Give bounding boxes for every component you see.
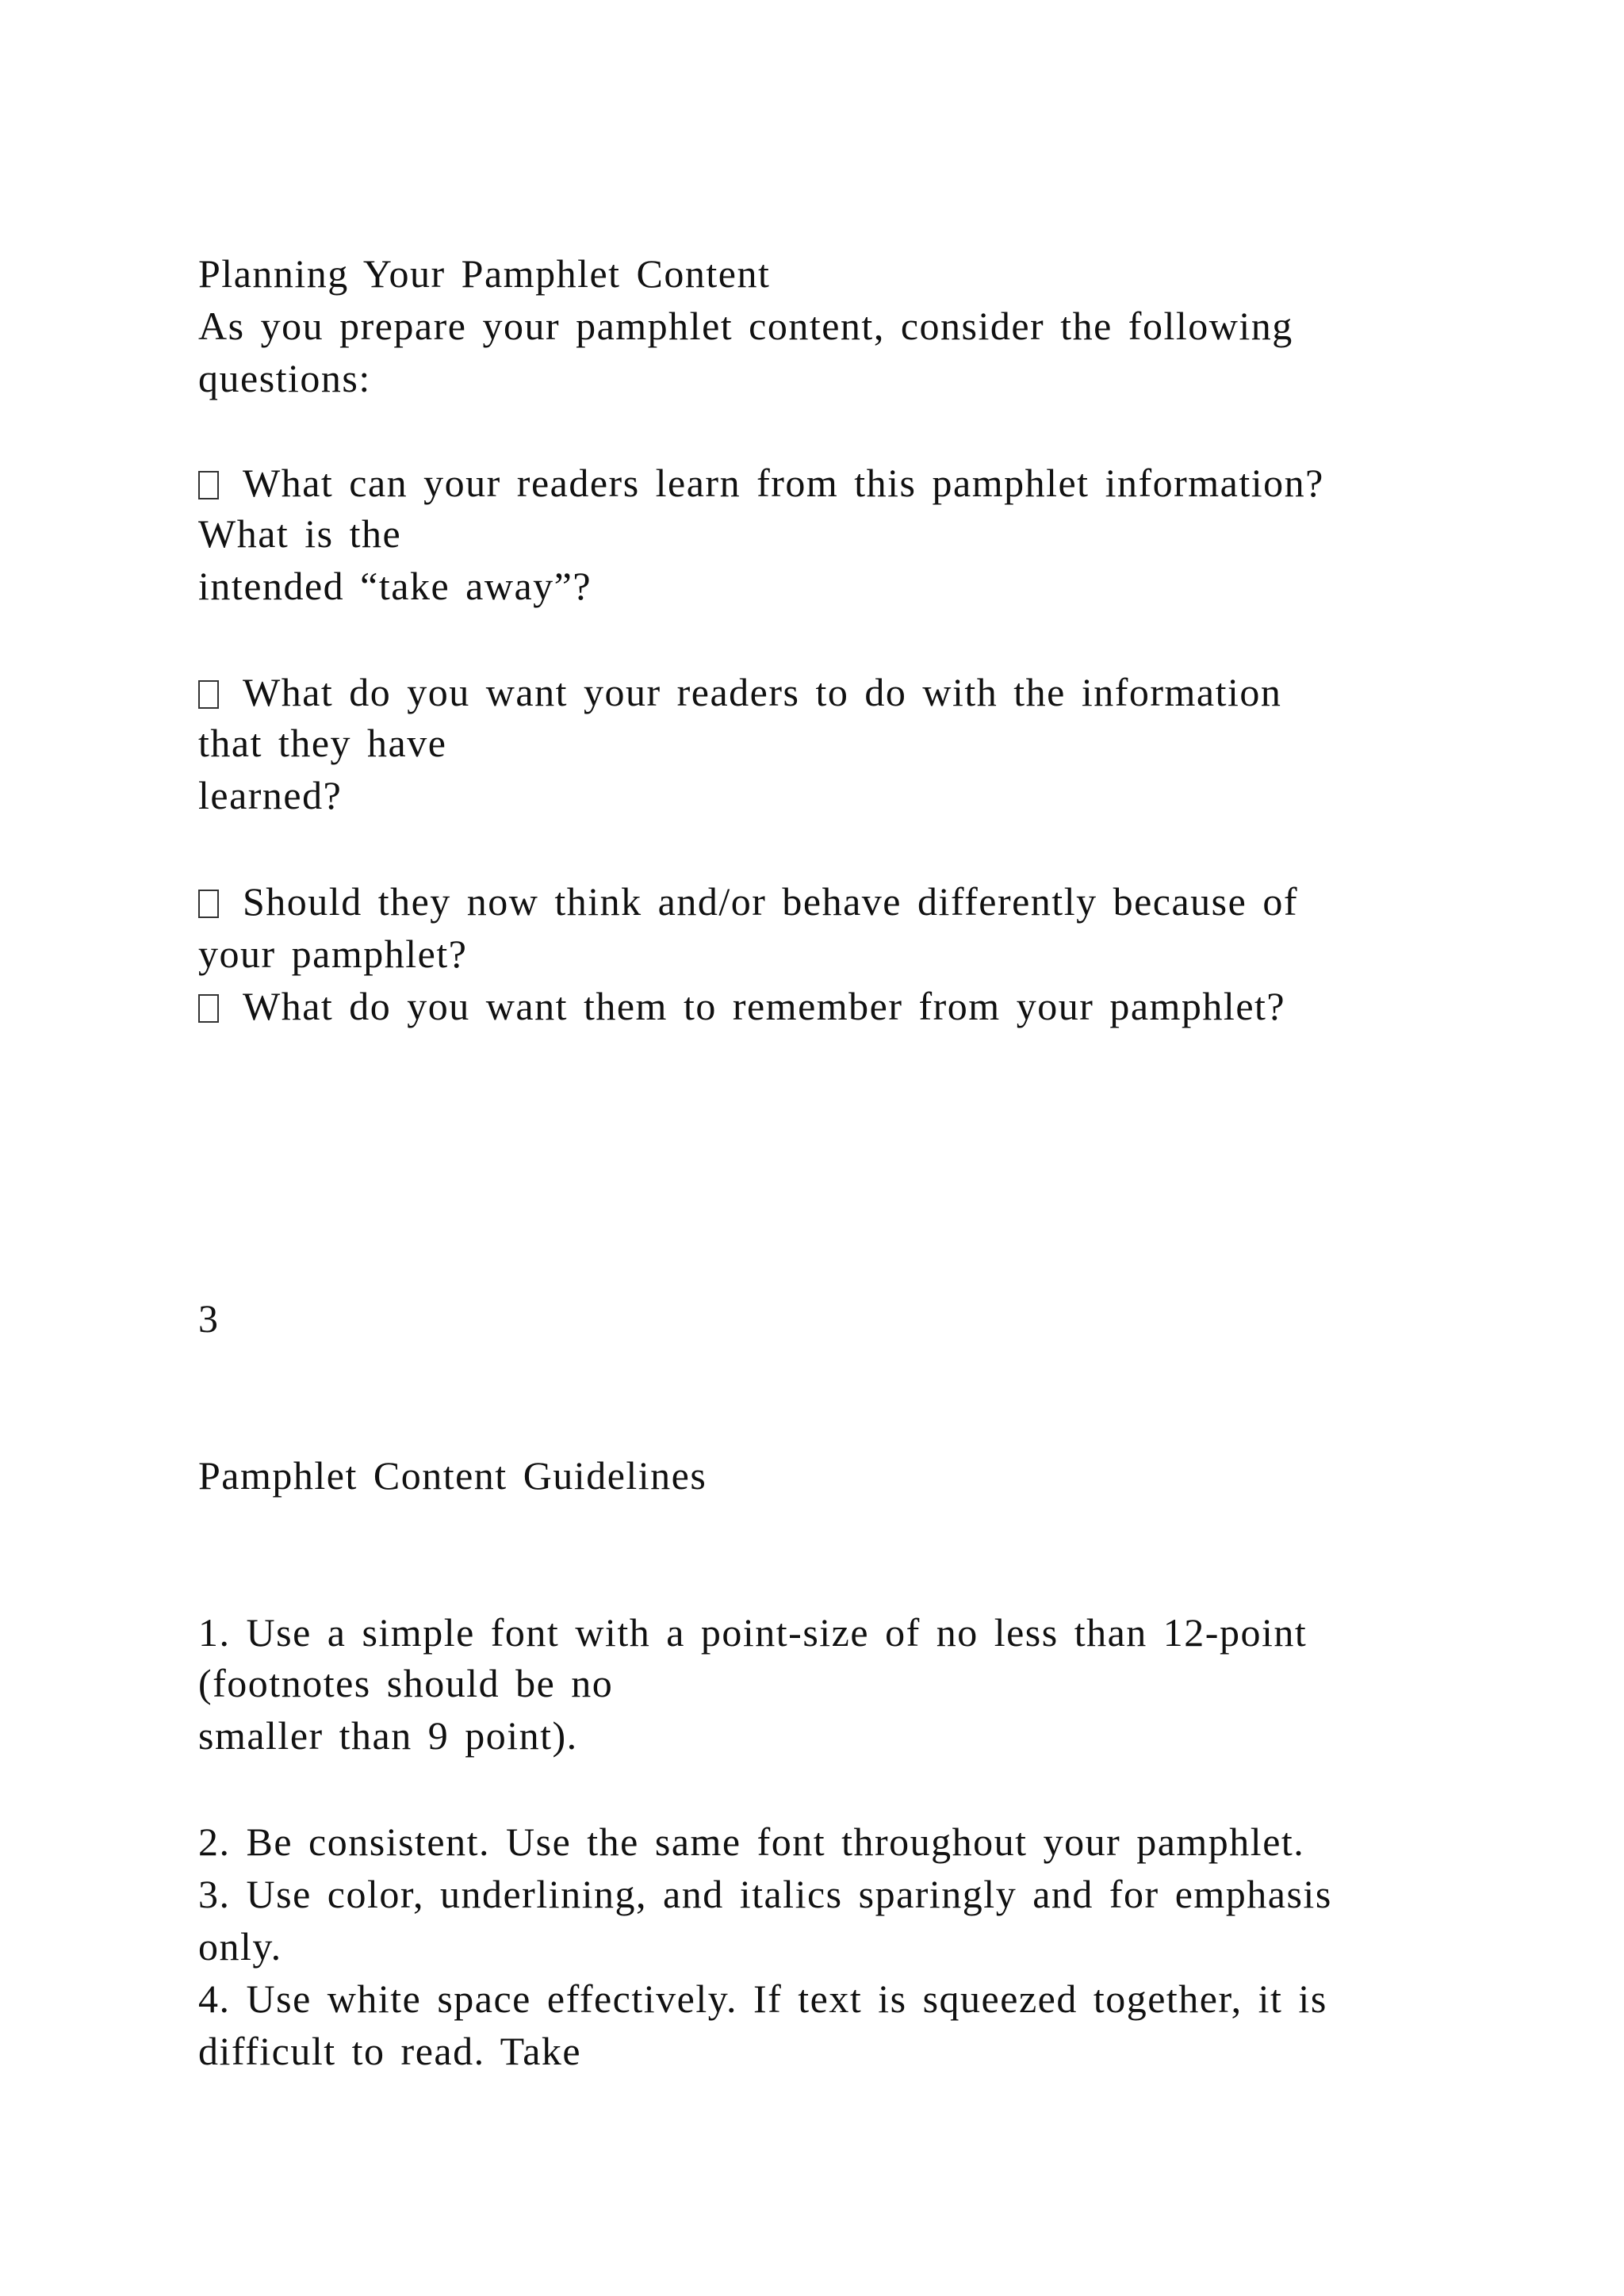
question-2-text: What do you want your readers to do with the information: [243, 670, 1282, 714]
question-4-line-1: [198, 982, 1285, 1030]
guideline-1-line-2: (footnotes should be no: [198, 1661, 614, 1705]
guideline-2-line-1: 2. Be consistent. Use the same font throughout your pamphlet.: [198, 1820, 1305, 1864]
intro-text-line-1: As you prepare your pamphlet content, consider the following: [198, 304, 1293, 348]
section-title-guidelines: Pamphlet Content Guidelines: [198, 1453, 707, 1498]
question-2-line-1: [198, 668, 1281, 716]
question-2-line-2: that they have: [198, 721, 447, 765]
guideline-4-line-2: difficult to read. Take: [198, 2029, 582, 2073]
bullet-placeholder-icon: [198, 471, 219, 499]
bullet-placeholder-icon: [198, 890, 219, 918]
guideline-3-line-1: 3. Use color, underlining, and italics sparingly and for emphasis: [198, 1872, 1332, 1916]
question-4-text: What do you want them to remember from your pamphlet?: [243, 984, 1286, 1028]
question-1-line-3: intended “take away”?: [198, 564, 592, 608]
bullet-placeholder-icon: [198, 680, 219, 709]
page-number: 3: [198, 1296, 220, 1341]
guideline-1-line-3: smaller than 9 point).: [198, 1713, 578, 1758]
question-3-line-1: [198, 878, 1298, 925]
guideline-1-line-1: 1. Use a simple font with a point-size of no less than 12-point: [198, 1610, 1308, 1655]
question-3-line-2: your pamphlet?: [198, 932, 468, 976]
question-1-line-1: [198, 459, 1324, 507]
question-2-line-3: learned?: [198, 773, 343, 817]
bullet-placeholder-icon: [198, 994, 219, 1023]
question-1-text: What can your readers learn from this pamphlet information?: [243, 461, 1324, 505]
intro-text-line-2: questions:: [198, 356, 371, 400]
question-1-line-2: What is the: [198, 511, 402, 556]
section-title-planning: Planning Your Pamphlet Content: [198, 251, 771, 296]
guideline-4-line-1: 4. Use white space effectively. If text is squeezed together, it is: [198, 1976, 1327, 2021]
guideline-3-line-2: only.: [198, 1924, 282, 1969]
question-3-text: Should they now think and/or behave differently because of: [243, 879, 1298, 924]
